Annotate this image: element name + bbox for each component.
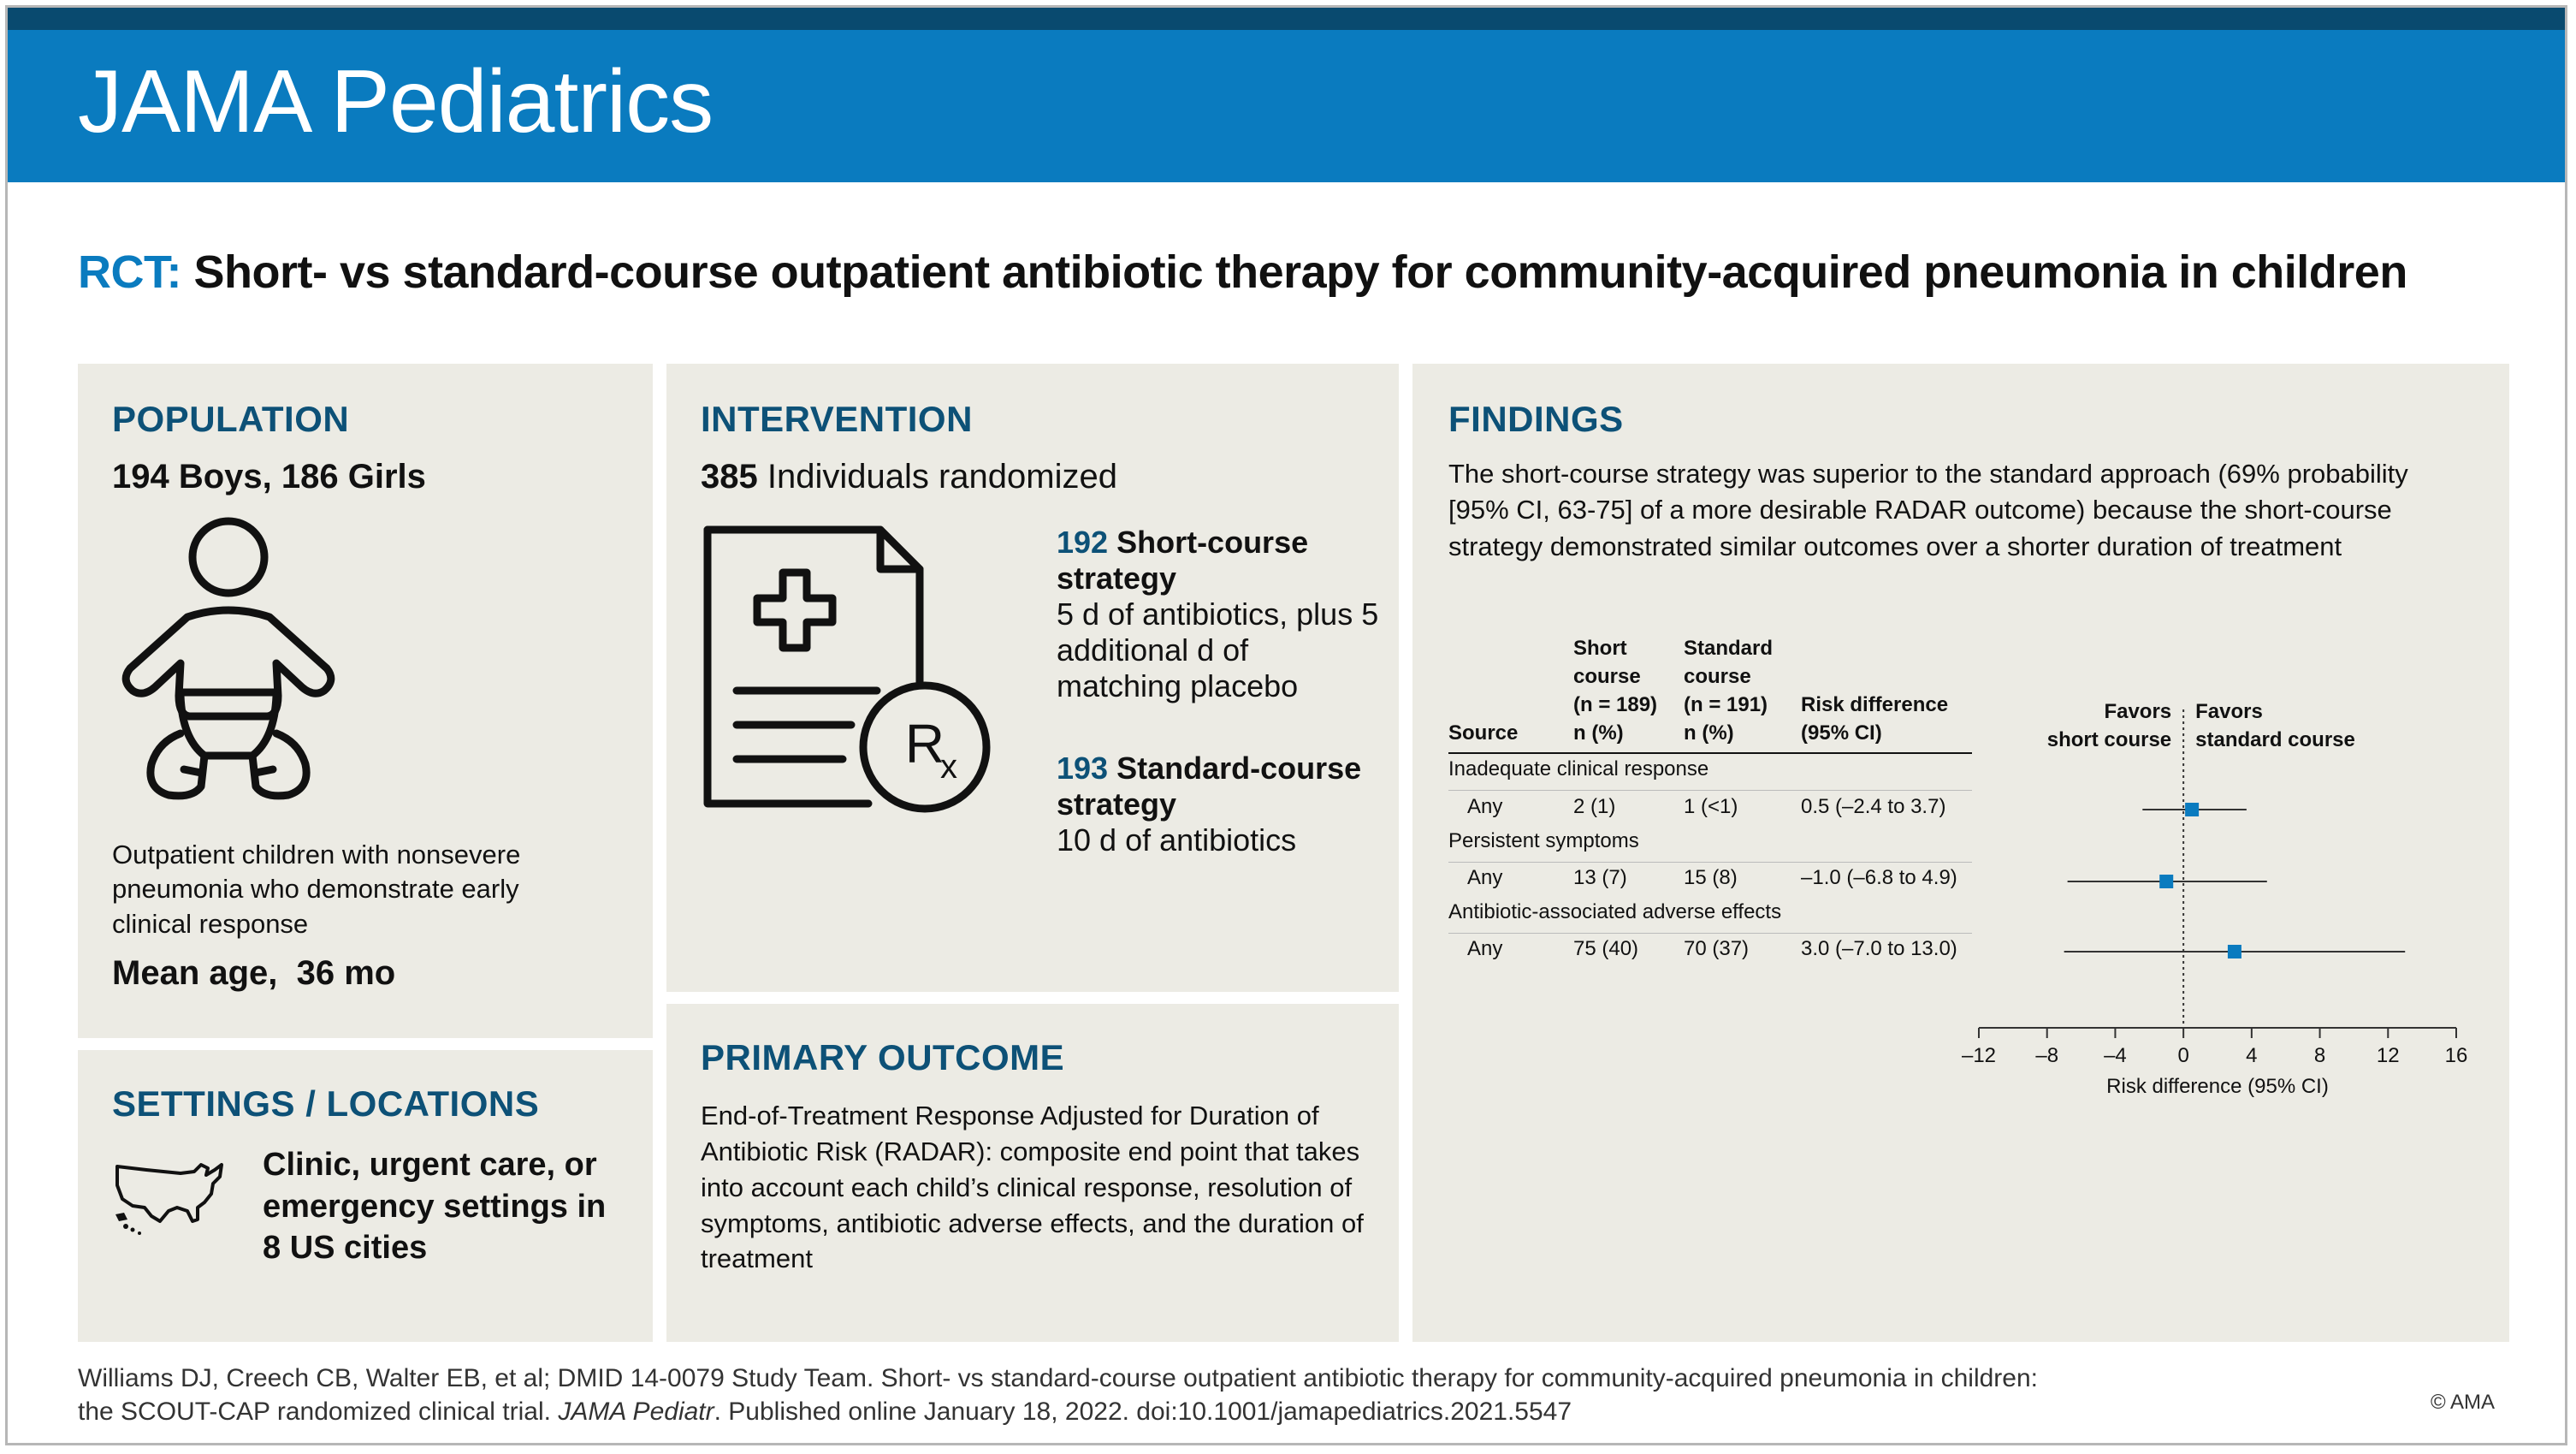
x-tick-label: 8 (2313, 1044, 2326, 1067)
settings-heading: SETTINGS / LOCATIONS (112, 1083, 540, 1124)
point-estimate-marker (2228, 945, 2241, 958)
col-header-source: Source (1448, 721, 1519, 745)
col-header-short-4: n (%) (1573, 721, 1624, 745)
short-value-2: 13 (7) (1573, 866, 1627, 889)
group-label-inadequate: Inadequate clinical response (1448, 757, 1709, 780)
col-header-standard-3: (n = 191) (1684, 693, 1768, 716)
col-header-standard-2: course (1684, 665, 1751, 688)
x-tick-label: –12 (1961, 1044, 1997, 1067)
col-header-standard-1: Standard (1684, 637, 1774, 660)
intervention-heading: INTERVENTION (701, 399, 973, 439)
col-header-short-3: (n = 189) (1573, 693, 1658, 716)
standard-course-label: Standard-course strategy (1057, 751, 1362, 822)
findings-heading: FINDINGS (1448, 399, 1624, 439)
settings-panel (78, 1050, 653, 1342)
header-topline (8, 8, 2565, 30)
standard-value-3: 70 (37) (1684, 937, 1750, 960)
rd-value-1: 0.5 (–2.4 to 3.7) (1801, 795, 1946, 818)
x-tick-label: 0 (2177, 1044, 2189, 1067)
col-header-risk-2: (95% CI) (1801, 721, 1882, 745)
group-label-adverse: Antibiotic-associated adverse effects (1448, 900, 1782, 923)
copyright: © AMA (2430, 1391, 2495, 1414)
outcome-panel (666, 1004, 1399, 1342)
settings-text: Clinic, urgent care, or emergency settings in 8 US cities (263, 1147, 607, 1267)
randomized-line (701, 454, 1117, 499)
favors-standard-label: standard course (2195, 728, 2355, 751)
standard-value-1: 1 (<1) (1684, 795, 1738, 818)
short-value-3: 75 (40) (1573, 937, 1639, 960)
standard-course-count: 193 (1057, 751, 1109, 786)
rx-glyph: R (904, 713, 945, 774)
col-header-risk-1: Risk difference (1801, 693, 1949, 716)
us-map-icon (112, 1154, 225, 1240)
col-header-standard-4: n (%) (1684, 721, 1734, 745)
citation-line-2-post: . Published online January 18, 2022. doi:10.1001/jamapediatrics.2021.5547 (714, 1398, 1572, 1426)
randomized-count: 385 (701, 458, 758, 496)
page-title (78, 246, 2407, 298)
intervention-panel (666, 364, 1399, 992)
title-prefix: RCT: (78, 246, 181, 298)
favors-standard-label: Favors (2195, 700, 2263, 723)
row-any-1: Any (1467, 795, 1503, 818)
x-tick-label: –8 (2035, 1044, 2059, 1067)
title-text: Short- vs standard-course outpatient antibiotic therapy for community-acquired pneumonia in children (193, 246, 2407, 298)
short-course-label: Short-course strategy (1057, 525, 1309, 596)
short-value-1: 2 (1) (1573, 795, 1616, 818)
table-header-rule (1448, 752, 1972, 754)
citation-line-1: Williams DJ, Creech CB, Walter EB, et al; DMID 14-0079 Study Team. Short- vs standard-course outpatient antibiotic therapy for community-acquired pneumonia in children: (78, 1364, 2039, 1392)
x-tick-label: 12 (2376, 1044, 2400, 1067)
forest-table (1448, 634, 1979, 976)
group-label-persistent: Persistent symptoms (1448, 829, 1639, 852)
population-panel (78, 364, 653, 1038)
outcome-heading: PRIMARY OUTCOME (701, 1037, 1065, 1077)
outcome-text: End-of-Treatment Response Adjusted for Duration of Antibiotic Risk (RADAR): composite end point that takes into account each child’s clinical response, resolution of symptoms, antibiotic adverse effects, and the duration of treatment (701, 1101, 1364, 1274)
population-heading: POPULATION (112, 399, 350, 439)
row-any-3: Any (1467, 937, 1503, 960)
forest-plot (1950, 675, 2497, 1098)
standard-course-block (1057, 751, 1382, 858)
journal-title: JAMA Pediatrics (78, 52, 714, 151)
baby-icon (109, 516, 348, 807)
col-header-short-1: Short (1573, 637, 1627, 660)
citation-journal: JAMA Pediatr (558, 1398, 714, 1426)
x-tick-label: 16 (2444, 1044, 2468, 1067)
table-row (1448, 933, 1972, 934)
short-course-count: 192 (1057, 525, 1109, 560)
standard-value-2: 15 (8) (1684, 866, 1738, 889)
findings-text: The short-course strategy was superior to the standard approach (69% probability [95% CI, 63-75] of a more desirable RADAR outcome) because the short-course strategy demonstrated similar outcomes over a shorter duration of treatment (1448, 459, 2408, 561)
citation (78, 1362, 2038, 1428)
randomized-label: Individuals randomized (757, 458, 1117, 496)
table-row (1448, 862, 1972, 863)
population-mean-age: Mean age, 36 mo (112, 954, 396, 992)
rd-value-2: –1.0 (–6.8 to 4.9) (1801, 866, 1957, 889)
x-tick-label: –4 (2104, 1044, 2127, 1067)
citation-line-2-pre: the SCOUT-CAP randomized clinical trial. (78, 1398, 559, 1426)
row-any-2: Any (1467, 866, 1503, 889)
x-axis-label: Risk difference (95% CI) (2106, 1075, 2329, 1098)
col-header-short-2: course (1573, 665, 1641, 688)
favors-short-label: Favors (2104, 700, 2172, 723)
table-row (1448, 790, 1972, 791)
population-description: Outpatient children with nonsevere pneumonia who demonstrate early clinical response (112, 840, 521, 939)
point-estimate-marker (2159, 875, 2173, 888)
rd-value-3: 3.0 (–7.0 to 13.0) (1801, 937, 1957, 960)
prescription-icon (701, 523, 992, 817)
point-estimate-marker (2185, 803, 2199, 816)
short-course-description: 5 d of antibiotics, plus 5 additional d of matching placebo (1057, 596, 1379, 704)
x-tick-label: 4 (2246, 1044, 2258, 1067)
rx-subglyph: x (940, 748, 957, 786)
short-course-block (1057, 525, 1382, 705)
header-band (8, 8, 2565, 182)
population-counts: 194 Boys, 186 Girls (112, 458, 426, 496)
standard-course-description: 10 d of antibiotics (1057, 822, 1297, 858)
favors-short-label: short course (2046, 728, 2172, 751)
infographic-frame (5, 5, 2567, 1445)
